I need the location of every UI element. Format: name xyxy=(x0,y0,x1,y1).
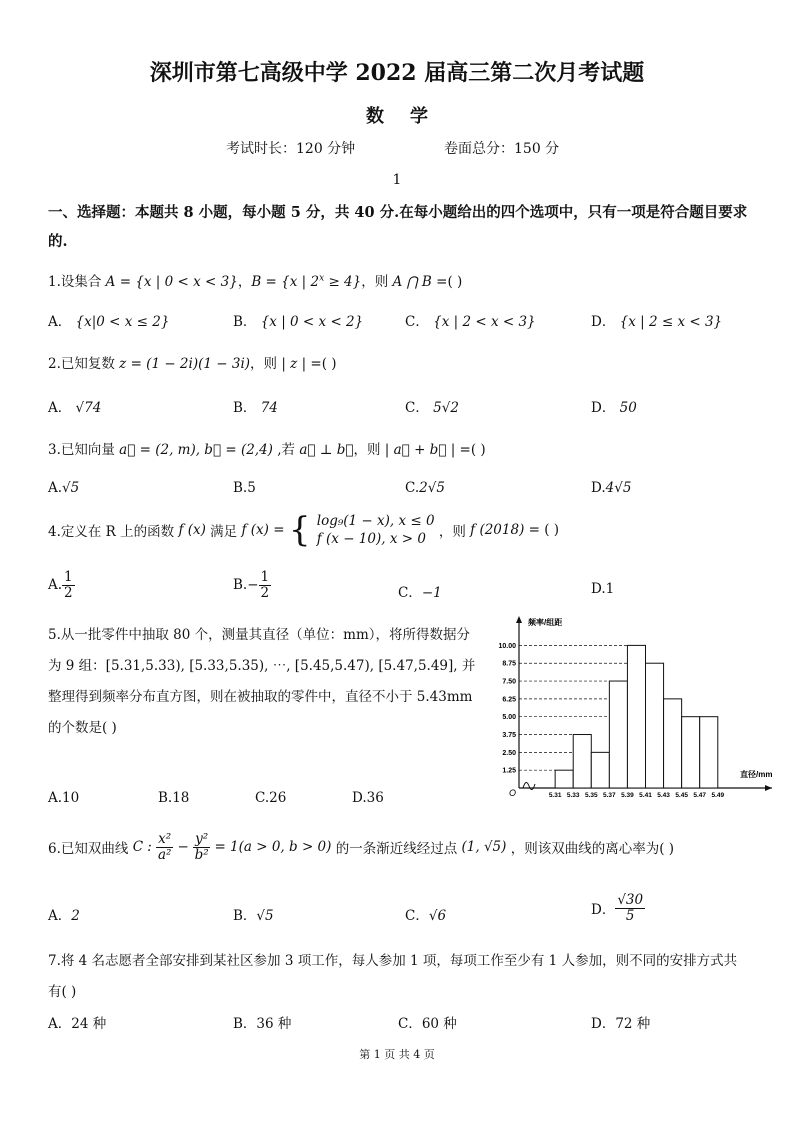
q3-magnitude: | a⃗ + b⃗ | xyxy=(384,442,456,458)
q1-option-d-label: D． xyxy=(591,314,616,330)
question-4-stem xyxy=(48,510,560,551)
q4-option-b-label: B. xyxy=(233,577,248,594)
q7-option-d: D．72 种 xyxy=(591,1016,651,1032)
q6-option-c-label: C． xyxy=(405,908,429,924)
histogram-y-tick: 5.00 xyxy=(502,714,516,722)
q6-y-fraction xyxy=(193,832,210,863)
exam-title: 深圳市第七高级中学 2022 届高三第二次月考试题 xyxy=(149,60,645,86)
histogram-x-ticks xyxy=(549,792,725,799)
q6-x-denominator: a² xyxy=(157,846,172,863)
exam-duration: 考试时长：120 分钟 xyxy=(226,141,356,157)
page-footer: 第 1 页 共 4 页 xyxy=(359,1048,435,1061)
q4-stem-b: 满足 xyxy=(210,524,238,541)
q2-stem-c: =( ) xyxy=(306,356,337,372)
q4-case-1: log₉(1 − x), x ≤ 0 xyxy=(316,513,435,529)
q4-option-b-numerator: 1 xyxy=(260,569,270,585)
q6-x-numerator: x² xyxy=(158,831,172,847)
q2-option-d-label: D． xyxy=(591,400,616,416)
q2-option-d xyxy=(591,396,637,416)
histogram-y-tick: 10.00 xyxy=(498,642,516,650)
histogram-x-tick: 5.31 xyxy=(548,792,562,799)
q3-perpendicular: a⃗ ⊥ b⃗ xyxy=(299,442,354,458)
question-1-stem xyxy=(48,270,462,290)
q4-option-b xyxy=(233,570,271,601)
histogram-x-label: 直径/mm xyxy=(740,770,773,779)
q6-option-b-label: B． xyxy=(233,908,257,924)
q2-option-c-label: C． xyxy=(405,400,429,416)
q3-option-a-label: A. xyxy=(48,480,63,496)
histogram-y-tick: 3.75 xyxy=(502,732,516,740)
q4-option-a-fraction xyxy=(62,570,75,601)
histogram-bar xyxy=(646,663,664,788)
histogram-y-ticks xyxy=(498,643,516,775)
q6-option-a-label: A． xyxy=(48,908,72,924)
q1-option-b xyxy=(233,310,363,330)
q6-equation-tail: = 1(a > 0, b > 0) xyxy=(214,839,332,856)
page-marker: 1 xyxy=(392,172,402,188)
q6-y-numerator: y² xyxy=(195,831,209,847)
frequency-histogram xyxy=(490,610,790,810)
q4-option-a-numerator: 1 xyxy=(64,569,73,585)
q1-stem-c: =( ) xyxy=(431,274,463,290)
question-5-stem: 5.从一批零件中抽取 80 个，测量其直径（单位：mm），将所得数据分为 9 组：[5.31,5.33), [5.33,5.35), ⋯, [5.45,5.47), [5.47,5.49], 并整理得到频率分布直方图，则在被抽取的零件中，直径不小于 5.43mm 的个数是( ) xyxy=(48,627,476,736)
q1-sep: ， xyxy=(237,274,252,290)
q3-option-d xyxy=(591,480,631,496)
q1-option-a-value: {x|0 < x ≤ 2} xyxy=(75,314,170,330)
q2-stem-b: ，则 xyxy=(250,356,282,372)
q1-set-a: A = {x | 0 < x < 3} xyxy=(105,274,238,290)
q6-option-d-denominator: 5 xyxy=(625,907,635,924)
q4-option-a-denominator: 2 xyxy=(64,584,73,601)
q1-option-b-label: B． xyxy=(233,314,257,330)
q3-stem-d: =( ) xyxy=(455,442,486,458)
q1-option-a xyxy=(48,310,169,330)
q4-brace: { xyxy=(288,510,311,551)
section-heading: 一、选择题：本题共 8 小题，每小题 5 分，共 40 分.在每小题给出的四个选项中，只有一项是符合题目要求的. xyxy=(48,204,748,250)
q4-option-c-label: C． xyxy=(398,585,422,601)
q6-option-b-value: √5 xyxy=(256,908,274,924)
exam-total-score: 卷面总分：150 分 xyxy=(444,141,560,157)
q2-option-a-label: A． xyxy=(48,400,72,416)
histogram-bar xyxy=(609,681,627,788)
q4-option-c xyxy=(398,581,442,601)
histogram-y-tick: 1.25 xyxy=(502,767,516,775)
q4-lhs: f (x) = xyxy=(241,522,285,539)
histogram-bar xyxy=(682,717,700,788)
q4-option-b-denominator: 2 xyxy=(260,584,270,601)
q3-option-b: B.5 xyxy=(233,480,256,496)
q2-option-b-value: 74 xyxy=(260,400,278,416)
q1-intersection: A ⋂ B xyxy=(392,274,432,290)
q3-option-a-value: √5 xyxy=(62,480,80,496)
histogram-origin: O xyxy=(509,788,517,798)
q3-option-d-label: D. xyxy=(591,480,606,496)
q6-option-c-value: √6 xyxy=(428,908,447,924)
q4-option-a-label: A. xyxy=(48,577,63,594)
q6-option-d xyxy=(591,893,645,924)
q4-fx: f (x) xyxy=(178,522,206,539)
exam-subject: 数学 xyxy=(366,106,454,127)
histogram-y-label: 频率/组距 xyxy=(528,618,563,627)
q2-option-c xyxy=(405,396,459,416)
q6-stem-c: ，则该双曲线的离心率为( ) xyxy=(510,841,675,858)
q5-option-a: A.10 xyxy=(48,790,80,806)
q1-option-d-value: {x | 2 ≤ x < 3} xyxy=(619,314,723,330)
q4-option-b-fraction xyxy=(259,570,272,601)
q6-option-c xyxy=(405,904,446,924)
q1-option-b-value: {x | 0 < x < 2} xyxy=(260,314,364,330)
q6-option-d-numerator: √30 xyxy=(617,892,644,908)
q3-vectors: a⃗ = (2, m), b⃗ = (2,4) xyxy=(119,442,273,458)
histogram-x-tick: 5.39 xyxy=(621,792,634,799)
histogram-y-tick: 2.50 xyxy=(502,749,516,757)
histogram-x-tick: 5.49 xyxy=(711,792,725,799)
question-2-stem xyxy=(48,352,337,372)
q2-stem-a: 2.已知复数 xyxy=(48,356,120,372)
q1-set-b: B = {x | 2 xyxy=(251,274,320,290)
q6-option-b xyxy=(233,904,274,924)
histogram-bar xyxy=(573,735,591,788)
q3-option-c-value: 2√5 xyxy=(419,480,445,496)
q2-option-a xyxy=(48,396,101,416)
q4-stem-d: ( ) xyxy=(544,522,560,539)
q2-modulus: | z | xyxy=(281,356,307,372)
q4-stem-a: 4.定义在 R 上的函数 xyxy=(48,524,175,541)
q6-stem-b: 的一条渐近线经过点 xyxy=(335,841,458,858)
q4-option-c-value: −1 xyxy=(421,585,442,601)
q1-stem-a: 1.设集合 xyxy=(48,274,106,290)
q4-stem-c: ，则 xyxy=(438,524,466,541)
q2-option-b xyxy=(233,396,278,416)
histogram-x-tick: 5.33 xyxy=(566,792,580,799)
q6-y-denominator: b² xyxy=(194,846,209,863)
q5-option-b: B.18 xyxy=(158,790,190,806)
histogram-bar xyxy=(700,717,718,788)
q3-option-d-value: 4√5 xyxy=(605,480,632,496)
q6-option-a-value: 2 xyxy=(71,908,80,924)
q2-option-d-value: 50 xyxy=(619,400,637,416)
q2-option-b-label: B． xyxy=(233,400,257,416)
histogram-x-tick: 5.35 xyxy=(584,792,598,799)
histogram-bar xyxy=(591,752,609,788)
q4-target: f (2018) = xyxy=(470,522,540,539)
q4-option-a xyxy=(48,570,75,601)
q7-option-a: A．24 种 xyxy=(48,1016,107,1032)
q1-option-c xyxy=(405,310,536,330)
x-axis-arrow xyxy=(765,785,772,791)
q3-option-c-label: C. xyxy=(405,480,420,496)
q6-option-d-fraction xyxy=(615,893,645,924)
histogram-bar xyxy=(627,645,645,788)
histogram-x-tick: 5.37 xyxy=(603,792,616,799)
histogram-bar xyxy=(664,699,682,788)
histogram-x-tick: 5.43 xyxy=(657,792,670,799)
q4-case-2: f (x − 10), x > 0 xyxy=(316,531,426,548)
q3-option-a xyxy=(48,480,79,496)
q3-stem-b: ,若 xyxy=(272,442,300,458)
q6-stem-a: 6.已知双曲线 xyxy=(48,841,129,858)
q6-option-d-label: D． xyxy=(591,902,616,919)
histogram-x-tick: 5.45 xyxy=(675,792,688,799)
y-axis-arrow xyxy=(516,616,522,623)
q2-option-c-value: 5√2 xyxy=(433,400,459,416)
q4-cases xyxy=(317,512,435,548)
q1-option-d xyxy=(591,310,722,330)
q1-set-b-exponent: x xyxy=(319,273,325,284)
question-6-stem xyxy=(48,832,674,863)
q3-option-c xyxy=(405,480,445,496)
histogram-x-tick: 5.41 xyxy=(639,792,652,799)
q3-stem-a: 3.已知向量 xyxy=(48,442,120,458)
question-7-stem: 7.将 4 名志愿者全部安排到某社区参加 3 项工作，每人参加 1 项，每项工作至少有 1 人参加，则不同的安排方式共有( ) xyxy=(48,953,738,1000)
q2-expression: z = (1 − 2i)(1 − 3i) xyxy=(119,356,251,372)
q6-x-fraction xyxy=(156,832,173,863)
q7-option-c: C．60 种 xyxy=(398,1016,457,1032)
q3-stem-c: ，则 xyxy=(353,442,385,458)
q1-option-a-label: A． xyxy=(48,314,72,330)
histogram-y-tick: 7.50 xyxy=(502,678,516,686)
question-3-stem xyxy=(48,438,486,458)
q4-option-d: D.1 xyxy=(591,581,615,597)
q5-option-d: D.36 xyxy=(352,790,384,806)
q6-point: (1, √5) xyxy=(461,839,507,856)
histogram-y-tick: 8.75 xyxy=(502,660,516,668)
q2-option-a-value: √74 xyxy=(75,400,102,416)
q7-option-b: B．36 种 xyxy=(233,1016,292,1032)
q6-minus: − xyxy=(177,839,189,856)
histogram-x-tick: 5.47 xyxy=(693,792,707,799)
q4-option-b-sign: − xyxy=(247,577,259,594)
histogram-y-tick: 6.25 xyxy=(502,696,516,704)
q1-stem-b: ，则 xyxy=(361,274,393,290)
q5-option-c: C.26 xyxy=(255,790,287,806)
q1-set-b-tail: ≥ 4} xyxy=(324,274,362,290)
q6-curve-label: C : xyxy=(132,839,152,856)
q1-option-c-value: {x | 2 < x < 3} xyxy=(433,314,536,330)
histogram-bar xyxy=(555,770,573,788)
q6-option-a xyxy=(48,904,80,924)
q1-option-c-label: C． xyxy=(405,314,429,330)
